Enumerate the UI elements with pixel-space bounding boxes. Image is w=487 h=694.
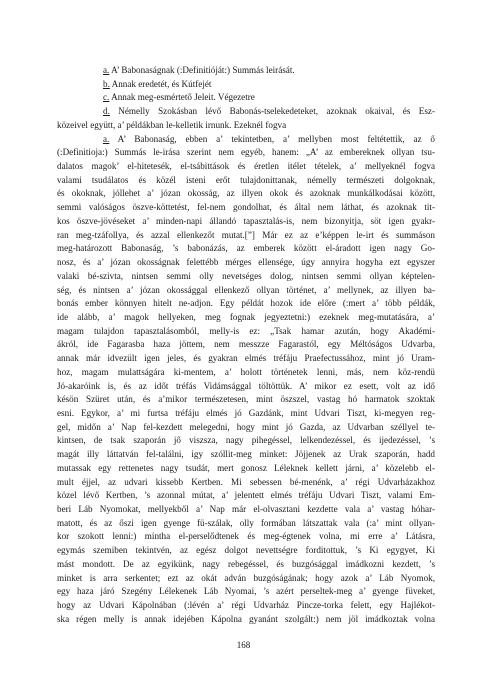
line-text: minket is arra serkentet; ezt az okát adván buzgóságának; hogy azok a’ Láb Nyomok, [57,572,435,583]
page-number: 168 [236,640,251,650]
text-line [57,585,435,599]
line-text: esni. Egykor, a’ mi furtsa tréfáju elmés jó Gazdánk, mint Udvari Tiszt, ki-megyen reg- [57,407,435,418]
line-text: magam tulajdon tapasztalásomból, melly-is ez: „Tsak hamar azután, hogy Akadémi- [57,325,435,336]
list-marker: a. [103,133,110,144]
text-line [57,558,435,572]
text-line [57,572,435,586]
text-line [57,311,435,325]
text-line [57,352,435,366]
text-line [57,462,435,476]
text-line [57,366,435,380]
line-text: egy haza járó Szegény Lélekenek Láb Nyomai, ’s azért perseltek-meg a’ gyenge füveket, [57,586,435,597]
text-line [57,407,435,421]
line-text: bonás ember könnyen hitelt ne-adjon. Egy példát hozok ide előre (:mert a’ több példák, [57,298,435,309]
line-text: valami tsudálatos és közél isteni erőt tulajdonittanak, némelly természeti dolgoknak, [57,174,435,185]
line-text: beri Láb Nyomokat, mellyekből a’ Nap már el-olvasztani kezdette vala a’ vastag hóhar- [57,504,435,514]
text-line [57,105,435,119]
line-text: A’ Babonaságnak (:Definitióját:) Summás leirását. [109,65,295,75]
text-line [57,64,435,78]
text-line [57,133,435,147]
text-line [57,229,435,243]
line-text: kos öszve-jövéseket a’ minden-napi állandó tapasztalás-is, nem bizonyitja, söt igen gyakr- [57,215,435,226]
list-marker: c. [103,92,110,103]
line-text: magát illy láttatván fel-találni, igy szóllit-meg minket: Jöjjenek az Urak szaporán, hadd [57,449,435,460]
text-line [57,270,435,284]
line-text: ákról, ide Fagarasba haza jöttem, nem messzze Fagarastól, egy Méltóságos Udvarba, [57,339,435,350]
text-line [57,174,435,188]
line-text: és okoknak, jóllehet a’ józan okosság, az illyen okok és azoknak munkálkodásai között, [57,188,435,199]
text-line [57,544,435,558]
line-text: kintsen, de tsak szaporán jő viszsza, nagy pihegéssel, lelkendezéssel, és ijedezéssel, ’s [57,435,435,446]
text-line [57,476,435,490]
list-marker: d. [103,106,110,117]
line-text: egymás szemiben tekintvén, az egész dolgot nevettségre forditottuk, ’s Ki egygyet, Ki [57,545,435,556]
text-line [57,380,435,394]
line-text: kor szokott lenni:) mintha el-perselődtenek és meg-égtenek volna, mi erre a’ Látásra, [57,531,435,542]
line-text: Némelly Szokásban lévő Babonás-tselekedeteket, azoknak okaival, és Esz- [109,106,435,117]
line-text: hogy az Udvari Kápolnában (:lévén a’ régi Udvarház Pincze-torka felett, egy Hajlékot- [57,600,435,611]
line-text: Jó-akaróink is, és az időt tréfás Vidámsággal töltöttük. A’ mikor ez esett, volt az idő [57,380,435,391]
line-text: ska régen melly is annak idejében Kápolna gyanánt szolgált:) nem jöl imádkoztak volna [57,613,435,624]
text-line [57,530,435,544]
line-text: nosz, és a’ józan okosságnak felettébb mérges ellensége, úgy annyira hogyha ezt egyszer [57,257,435,268]
line-text: gel, midőn a’ Nap fel-kezdett melegedni, hogy mint jó Gazda, az Udvarban széllyel te- [57,421,435,432]
text-line [57,215,435,229]
text-line [57,503,435,517]
text-line [57,297,435,311]
text-line [57,325,435,339]
line-text: annak már idvezült igen jeles, és gyakran elmés tréfáju Praefectussához, mint jó Uram- [57,353,435,364]
text-line [57,187,435,201]
line-text: semmi valóságos öszve-köttetést, fel-nem gondolhat, és által nem láthat, és azoknak tit- [57,202,435,213]
line-text: közeivel együtt, a’ példákban le-kelletik irnunk. Ezeknél fogva [57,119,287,130]
text-line [57,160,435,174]
text-line [57,78,435,92]
text-line [57,434,435,448]
line-text: mutassak egy rettenetes nagy tsudát, mert gonosz Léleknek kellett járni, a’ közelebb el- [57,462,435,473]
text-line [57,421,435,435]
line-text: A’ Babonaság, ebben a’ tekintetben, a’ mellyben most feltétettik, az ő [109,133,435,144]
text-line [57,91,435,105]
line-text: Annak meg-esmértető Jeleit. Végezetre [109,92,255,103]
line-text: (:Definitioja:) Summás le-irása szerint nem egyéb, hanem: „A’ az embereknek ollyan tsu- [57,147,435,158]
list-marker: b. [103,78,110,89]
line-text: ran meg-tzáfollya, és azzal ellenkezőt mutat.[”] Már ez az e’képpen le-irt és summáson [57,229,435,240]
line-text: hoz, magam mulattságára ki-mentem, a’ holott történetek lenni, más, nem köz-rendü [57,366,435,377]
text-line [57,338,435,352]
text-line [57,517,435,531]
text-line [57,119,435,133]
line-text: matott, és az őszi igen gyenge fü-szálak, olly formában látszattak vala (:a’ mint ollyan- [57,517,435,528]
line-text: dalatos magok’ el-hitetesék, el-tsábittások és éretlen itélet tételek, a’ mellyeknél fogva [57,161,435,172]
line-text: mult éjjel, az udvari kissebb Kertben. Mi sebessen bé-menénk, a’ régi Udvarházakhoz [57,476,435,487]
text-line [57,146,435,160]
line-text: késön Szüret után, és a’mikor természetesen, mint öszszel, vastag hó harmatok szoktak [57,394,435,405]
text-line [57,201,435,215]
text-line [57,242,435,256]
line-text: ség, és nintsen a’ józan okossággal ellenkező ollyan történet, a’ mellynek, az illyen ba- [57,284,435,295]
line-text: valaki bé-szivta, nintsen semmi olly nevetséges dolog, nintsen semmi ollyan képtelen- [57,270,435,281]
text-line [57,599,435,613]
text-line [57,489,435,503]
text-line [57,393,435,407]
line-text: mást mondott. De az egyikünk, nagy rebegéssel, és buzgósággal imádkozni kezdett, ’s [57,558,435,569]
line-text: ide alább, a’ magok hellyeken, meg fognak jegyeztetni:) ezeknek meg-mutatására, a’ [57,311,435,322]
line-text: közel lévő Kertben, ’s azonnal mútat, a’ jelentett elmés tréfáju Udvari Tiszt, valami Em- [57,490,435,501]
text-line [57,256,435,270]
line-text: meg-határozott Babonaság, ’s babonázás, az emberek között el-áradott igen nagy Go- [57,243,435,254]
text-line [57,284,435,298]
list-marker: a. [103,65,110,75]
text-line [57,448,435,462]
body-text [57,64,435,626]
line-text: Annak eredetét, és Kútfejét [109,78,212,89]
text-line [57,613,435,627]
